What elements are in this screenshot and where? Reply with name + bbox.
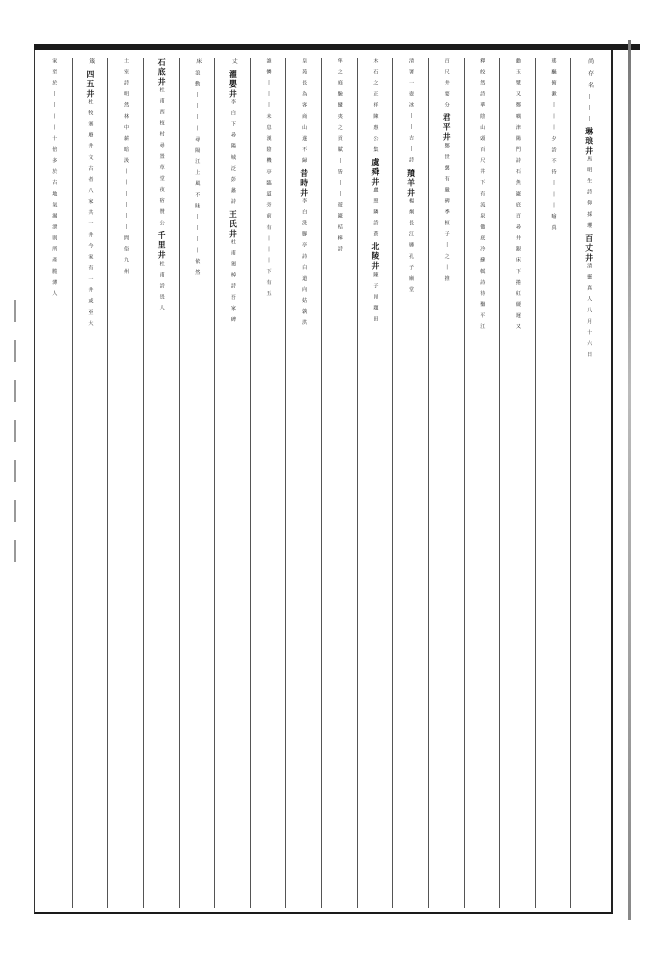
well-name-heading: 北陵井 bbox=[370, 242, 380, 272]
well-name-heading: 虞舜井 bbox=[370, 157, 380, 188]
well-name-heading: 石底井 bbox=[157, 58, 167, 88]
text-column bbox=[392, 58, 428, 908]
text-column bbox=[428, 58, 464, 908]
well-name-heading: 四五井 bbox=[85, 69, 95, 100]
text-segment: 丈 bbox=[230, 58, 237, 70]
text-column bbox=[36, 58, 72, 908]
text-segment: 瑤䬘俯漱丨丨丨 bbox=[550, 58, 557, 136]
text-segment: 陳子昂題田 bbox=[372, 271, 379, 328]
text-segment: 百尺井要分 bbox=[443, 58, 450, 114]
text-segment: 釋皎然詩華陰山頭百尺井下有流泉徹底冷蘇軾詩待鑿平江 bbox=[479, 58, 486, 335]
text-column bbox=[72, 58, 108, 908]
text-segment: 丨丨古丨詩 bbox=[408, 113, 415, 169]
text-column bbox=[499, 58, 535, 908]
left-margin-marks bbox=[8, 300, 34, 750]
page-edge-shadow bbox=[628, 40, 631, 920]
text-segment: 誰憐丨丨丨未息漢陰機 bbox=[265, 58, 272, 169]
text-segment: 木石之正祥陳惠公集 bbox=[372, 58, 379, 158]
text-column bbox=[250, 58, 286, 908]
text-segment: 浪動丨丨丨丨尋陽江上風 bbox=[194, 69, 201, 192]
well-name-heading: 千里井 bbox=[157, 231, 167, 261]
text-column bbox=[321, 58, 357, 908]
well-name-heading: 羵羊井 bbox=[406, 168, 416, 199]
text-column bbox=[570, 58, 606, 908]
well-name-heading: 王氏井 bbox=[228, 210, 238, 240]
text-column bbox=[357, 58, 393, 908]
text-segment: 杜牧塞廢井文古者八家共一井今家有一井或至大 bbox=[87, 99, 94, 332]
text-segment: 李白洗脚亭詩白道向姑孰洪 bbox=[301, 198, 308, 331]
text-segment: 碑季桓子丨之丨推 bbox=[443, 198, 450, 287]
text-segment: 杜甫詩畏人 bbox=[158, 260, 165, 317]
text-segment: 亭臨道旁前有丨丨丨下有五 bbox=[265, 168, 272, 302]
text-column bbox=[285, 58, 321, 908]
text-segment: 尚存名 bbox=[586, 58, 593, 94]
text-segment: 杜甫西枝村尋置草堂夜宿贊公 bbox=[158, 87, 165, 232]
text-column bbox=[464, 58, 500, 908]
text-segment: 夕詩不待丨丨丨喻真 bbox=[550, 135, 557, 236]
well-name-heading: 琳琅井 bbox=[584, 126, 594, 157]
text-segment: 土室詩明然林中薪暗汲丨丨丨丨 bbox=[123, 58, 130, 213]
text-segment: 箴 bbox=[87, 58, 94, 70]
text-column bbox=[179, 58, 215, 908]
text-segment: 勴玉漿又鄭喁津陽門詩石魚巖底百尋井銀床下捲紅綆遲又 bbox=[514, 58, 521, 335]
well-name-heading: 百丈井 bbox=[584, 233, 594, 264]
well-name-heading: 濯嬰井 bbox=[228, 69, 238, 100]
text-column bbox=[143, 58, 179, 908]
text-segment: 床 bbox=[194, 58, 201, 70]
text-column bbox=[214, 58, 250, 908]
text-segment: 皇苑長為客商山遂不歸 bbox=[301, 58, 308, 169]
text-segment: 盧照隣詩蒼 bbox=[372, 187, 379, 243]
text-segment: 遊巖桔槔詩 bbox=[336, 201, 343, 258]
text-segment: 丨皆丨丨 bbox=[336, 157, 343, 202]
text-column bbox=[535, 58, 571, 908]
well-name-heading: 君平井 bbox=[442, 113, 452, 143]
text-segment: 杜甫廻棹詩吾家碑 bbox=[229, 239, 236, 329]
text-segment: 楊炯長江縣孔子廟堂 bbox=[408, 198, 415, 298]
text-segment: 馬明生詩仰採瓔 bbox=[586, 156, 593, 234]
text-segment: 清署一壺冰 bbox=[408, 58, 415, 114]
text-column bbox=[107, 58, 143, 908]
text-segment: 隼之庭驗蠻夷之貢賦 bbox=[336, 58, 343, 158]
text-segment: 鄭世翼有嚴 bbox=[443, 142, 450, 199]
well-name-heading: 昔時井 bbox=[299, 168, 309, 199]
text-segment: 不昧丨丨丨丨依然 bbox=[194, 191, 201, 281]
text-segment: 丨丨問俗九州 bbox=[123, 212, 130, 280]
text-segment: 李白下尋陽城泛彭蠡詩 bbox=[229, 99, 236, 211]
text-segment: 清靈真人八月十六日 bbox=[586, 263, 593, 363]
text-segment: 丨丨丨 bbox=[586, 93, 593, 127]
text-segment: 家至於丨丨丨丨十倍多於古地氣漏泄則所產脆薄人 bbox=[51, 58, 58, 302]
